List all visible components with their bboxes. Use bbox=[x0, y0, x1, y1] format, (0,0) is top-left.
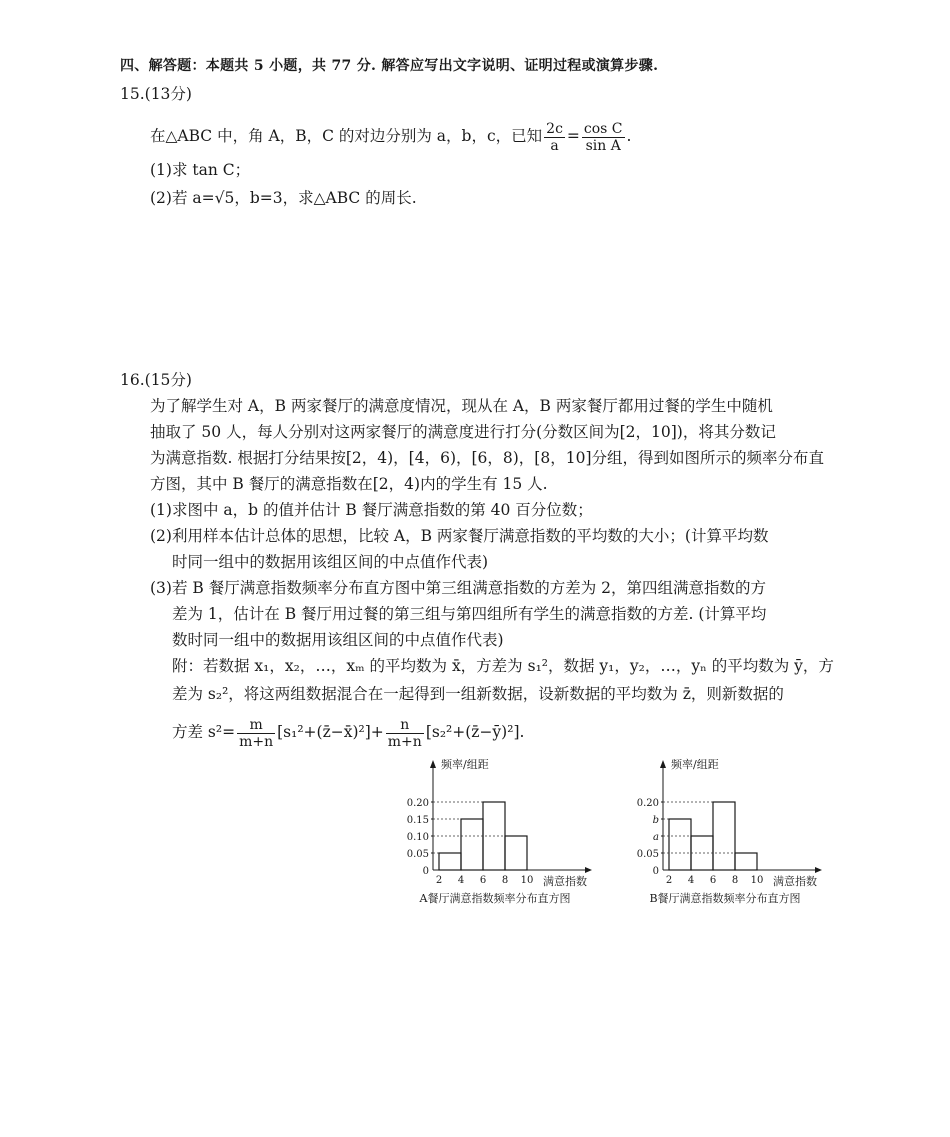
histogram-b bbox=[615, 752, 835, 912]
chart-a-x-tick-2: 6 bbox=[479, 875, 487, 886]
chart-b-y-tick-0: 0 bbox=[652, 866, 659, 877]
q15-part2: (2)若 a=√5，b=3，求△ABC 的周长. bbox=[150, 189, 417, 207]
q16-part3-line-2: 差为 1，估计在 B 餐厅用过餐的第三组与第四组所有学生的满意指数的方差. (计算平均 bbox=[172, 605, 767, 623]
q16-note-line-1: 附：若数据 x₁，x₂，…，xₘ 的平均数为 x̄，方差为 s₁²，数据 y₁，y₂，…，yₙ 的平均数为 ȳ，方 bbox=[172, 657, 834, 675]
q15-frac-left bbox=[544, 121, 565, 154]
q16-part3-line-3: 数时同一组中的数据用该组区间的中点值作代表) bbox=[172, 631, 504, 649]
chart-a-title: A餐厅满意指数频率分布直方图 bbox=[419, 892, 571, 905]
q15-stem-end: . bbox=[626, 127, 632, 145]
q15-stem-text: 在△ABC 中，角 A，B，C 的对边分别为 a，b，c，已知 bbox=[150, 127, 543, 145]
chart-b-x-arrow bbox=[815, 867, 822, 873]
chart-b-bar-1 bbox=[691, 836, 713, 870]
chart-b-x-tick-4: 10 bbox=[750, 875, 764, 886]
q15-frac-right bbox=[582, 121, 625, 154]
q15-frac-right-num: cos C bbox=[583, 120, 623, 137]
chart-b-y-arrow bbox=[660, 760, 666, 768]
chart-b-x-label: 满意指数 bbox=[773, 875, 817, 888]
chart-b-y-tick-4: 0.20 bbox=[636, 798, 659, 809]
chart-a-bar-0 bbox=[439, 853, 461, 870]
chart-a-bar-3 bbox=[505, 836, 527, 870]
q16-number: 16.(15分) bbox=[120, 371, 192, 389]
chart-b-y-tick-2: a bbox=[653, 832, 659, 843]
formula-frac-1 bbox=[237, 717, 275, 750]
chart-b-y-label: 频率/组距 bbox=[671, 758, 719, 771]
q16-part2-line-1: (2)利用样本估计总体的思想，比较 A，B 两家餐厅满意指数的平均数的大小；(计算平均数 bbox=[150, 527, 769, 545]
chart-a-x-tick-1: 4 bbox=[457, 875, 465, 886]
chart-b-y-tick-1: 0.05 bbox=[636, 849, 659, 860]
chart-a-x-arrow bbox=[585, 867, 592, 873]
chart-a-x-tick-3: 8 bbox=[501, 875, 509, 886]
formula-frac-2-den: m+n bbox=[387, 733, 422, 750]
formula-frac-1-num: m bbox=[237, 717, 275, 734]
q16-part3-line-1: (3)若 B 餐厅满意指数频率分布直方图中第三组满意指数的方差为 2，第四组满意指数的方 bbox=[150, 579, 766, 597]
chart-b-bar-2 bbox=[713, 802, 735, 870]
q16-part2-line-2: 时同一组中的数据用该组区间的中点值作代表) bbox=[172, 553, 489, 571]
formula-frac-1-den: m+n bbox=[239, 733, 274, 750]
formula-frac-2-num: n bbox=[386, 717, 424, 734]
chart-a-x-label: 满意指数 bbox=[543, 875, 587, 888]
chart-a-y-tick-3: 0.15 bbox=[406, 815, 429, 826]
q15-frac-left-den: a bbox=[550, 137, 559, 154]
q15-frac-right-den: sin A bbox=[585, 137, 621, 154]
formula-term-2: [s₂²+(z̄−ȳ)²]. bbox=[425, 723, 525, 741]
q15-number: 15.(13分) bbox=[120, 85, 192, 103]
chart-a-y-arrow bbox=[430, 760, 436, 768]
formula-frac-2 bbox=[386, 717, 424, 750]
q15-part1: (1)求 tan C； bbox=[150, 161, 251, 179]
chart-b-y-tick-3: b bbox=[652, 815, 659, 826]
q15-stem bbox=[150, 116, 631, 156]
chart-b-x-tick-1: 4 bbox=[687, 875, 695, 886]
q16-formula bbox=[172, 712, 524, 752]
q15-equals: = bbox=[566, 127, 580, 145]
chart-a-y-tick-0: 0 bbox=[422, 866, 429, 877]
q16-note-line-2: 差为 s₂²，将这两组数据混合在一起得到一组新数据，设新数据的平均数为 z̄，则新数据的 bbox=[172, 685, 784, 703]
chart-b-bar-0 bbox=[669, 819, 691, 870]
q16-part1: (1)求图中 a，b 的值并估计 B 餐厅满意指数的第 40 百分位数； bbox=[150, 501, 593, 519]
q16-stem-line-3: 为满意指数. 根据打分结果按[2，4)，[4，6)，[6，8)，[8，10]分组，得到如图所示的频率分布直 bbox=[150, 449, 824, 467]
chart-a-y-label: 频率/组距 bbox=[441, 758, 489, 771]
chart-b-x-tick-3: 8 bbox=[731, 875, 739, 886]
q16-stem-line-2: 抽取了 50 人，每人分别对这两家餐厅的满意度进行打分(分数区间为[2，10])，将其分数记 bbox=[150, 423, 776, 441]
chart-a-x-tick-0: 2 bbox=[435, 875, 443, 886]
q16-stem-line-1: 为了解学生对 A，B 两家餐厅的满意度情况，现从在 A，B 两家餐厅都用过餐的学生中随机 bbox=[150, 397, 773, 415]
chart-a-y-tick-4: 0.20 bbox=[406, 798, 429, 809]
chart-b-title: B餐厅满意指数频率分布直方图 bbox=[649, 892, 801, 905]
chart-a-bar-1 bbox=[461, 819, 483, 870]
chart-b-x-tick-2: 6 bbox=[709, 875, 717, 886]
chart-a-x-tick-4: 10 bbox=[520, 875, 534, 886]
formula-prefix: 方差 s²= bbox=[172, 723, 236, 741]
section-title: 四、解答题：本题共 5 小题，共 77 分. 解答应写出文字说明、证明过程或演算步骤. bbox=[120, 58, 659, 74]
histogram-a bbox=[385, 752, 605, 912]
chart-a-y-tick-1: 0.05 bbox=[406, 849, 429, 860]
formula-term-1: [s₁²+(z̄−x̄)²]+ bbox=[277, 723, 384, 741]
chart-b-bar-3 bbox=[735, 853, 757, 870]
q16-stem-line-4: 方图，其中 B 餐厅的满意指数在[2，4)内的学生有 15 人. bbox=[150, 475, 548, 493]
q15-frac-left-num: 2c bbox=[546, 120, 563, 137]
chart-a-y-tick-2: 0.10 bbox=[406, 832, 429, 843]
chart-b-x-tick-0: 2 bbox=[665, 875, 673, 886]
